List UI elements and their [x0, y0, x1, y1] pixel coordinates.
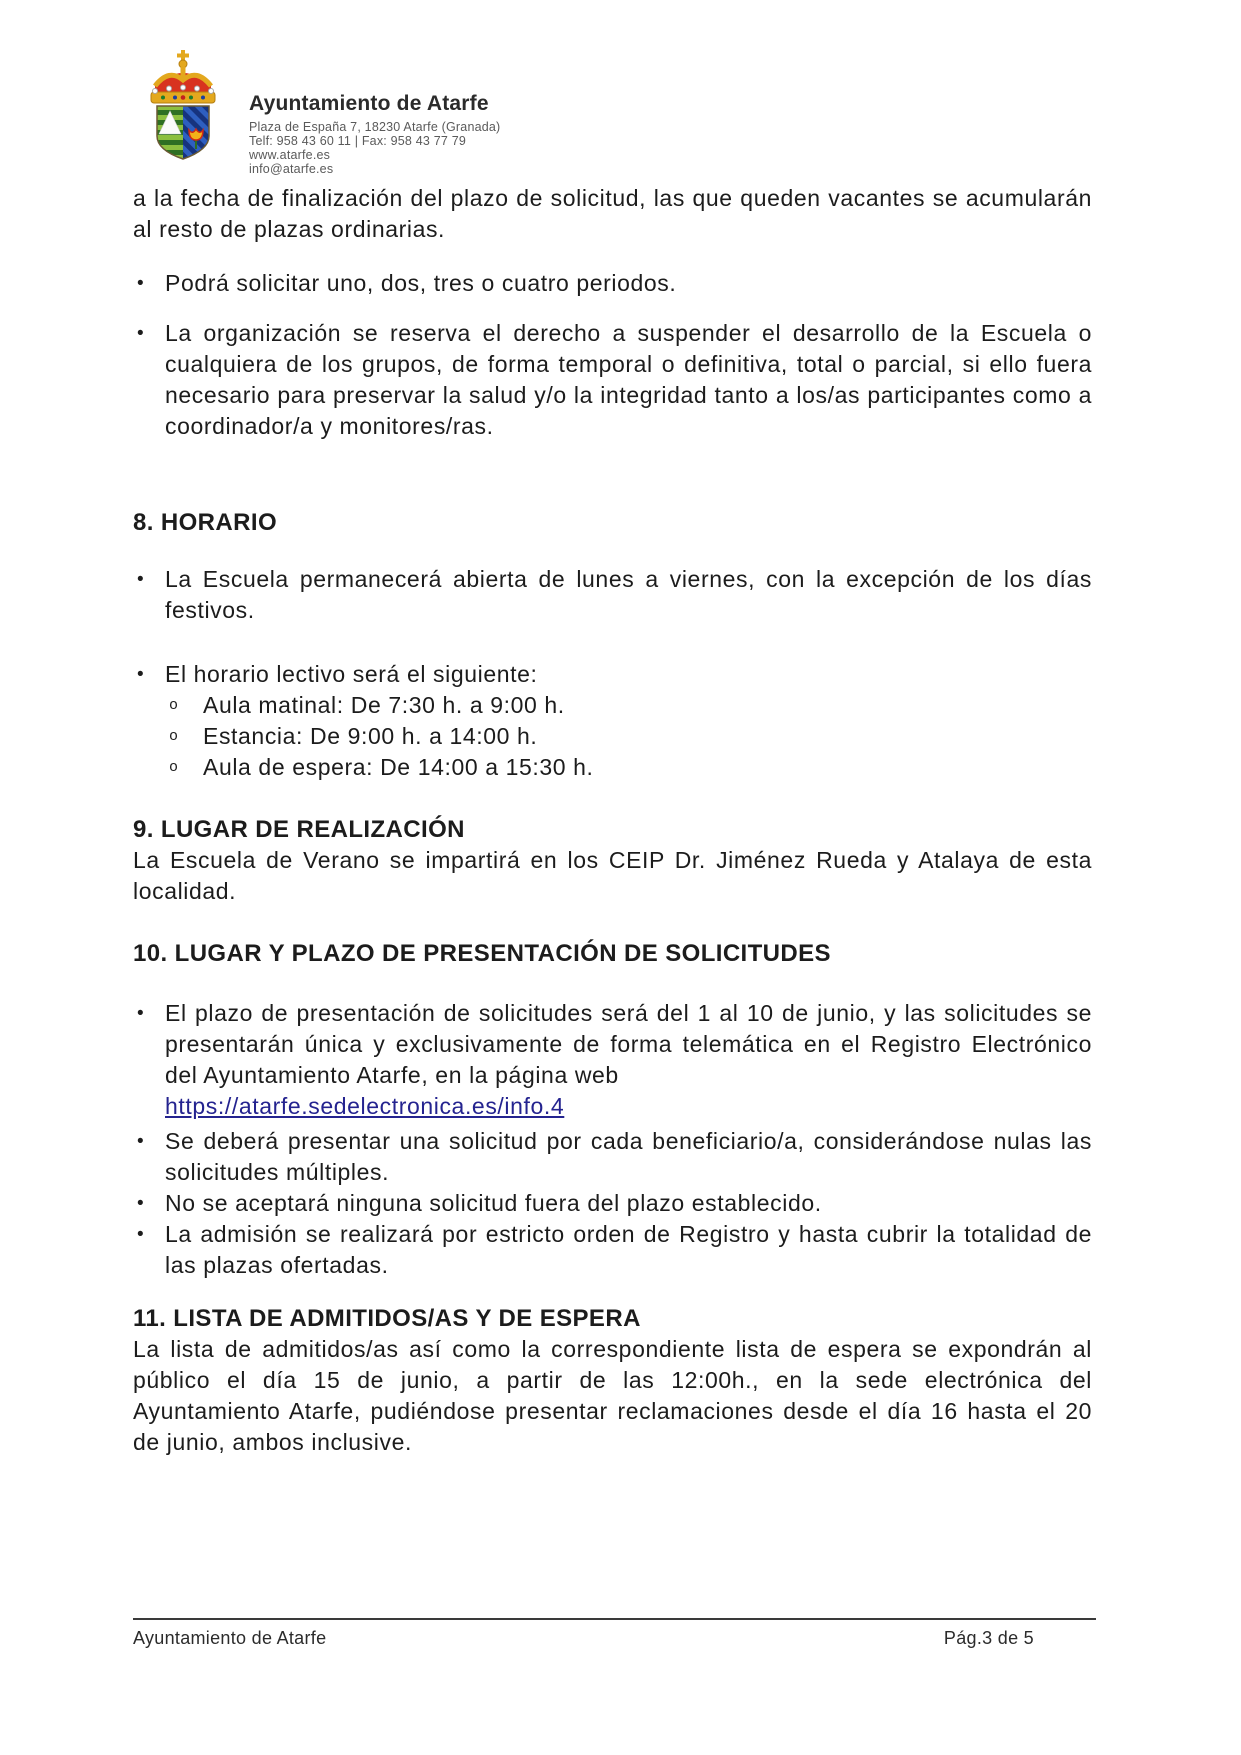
bullet-marker: • — [137, 273, 145, 294]
org-address: Plaza de España 7, 18230 Atarfe (Granada) — [249, 120, 501, 134]
footer-org-name: Ayuntamiento de Atarfe — [133, 1628, 327, 1648]
page-number: Pág.3 de 5 — [943, 1628, 1034, 1648]
bullet-item — [133, 318, 1092, 442]
bullet-marker: • — [137, 569, 145, 590]
sub-bullet-item — [163, 721, 1092, 752]
letterhead — [131, 50, 500, 176]
org-website: www.atarfe.es — [249, 148, 331, 162]
bullet-marker: • — [137, 1224, 145, 1245]
atarfe-coat-of-arms-icon — [131, 50, 235, 162]
bullet-item — [133, 268, 1092, 299]
deadline-text: El plazo de presentación de solicitudes será del 1 al 10 de junio, y las solicitudes se presentarán única y exclusivamente de forma telemática en el Registro Electrónico del Ayuntamiento Atarfe, en la página web — [165, 1000, 1092, 1088]
sub-bullet-item — [163, 752, 1092, 783]
schedule-item: Estancia: De 9:00 h. a 14:00 h. — [203, 723, 538, 749]
bullet-text: Se deberá presentar una solicitud por cada beneficiario/a, considerándose nulas las solicitudes múltiples. — [165, 1128, 1092, 1185]
org-name: Ayuntamiento de Atarfe — [249, 92, 489, 115]
bullet-marker: • — [137, 664, 145, 685]
letterhead-text — [249, 92, 500, 176]
footer-rule — [133, 1618, 1096, 1620]
section-8-heading: 8. HORARIO — [133, 509, 278, 536]
page-footer — [133, 1618, 1096, 1649]
bullet-item — [133, 1219, 1092, 1281]
section-9-heading: 9. LUGAR DE REALIZACIÓN — [133, 816, 465, 843]
bullet-text: La organización se reserva el derecho a suspender el desarrollo de la Escuela o cualquiera de los grupos, de forma temporal o definitiva, total o parcial, si ello fuera necesario para preservar la salud y/o la integridad tanto a los/as participantes como a coordinador/a y monitores/ras. — [165, 320, 1092, 439]
circle-bullet-marker: o — [169, 759, 179, 776]
bullet-item — [133, 1188, 1092, 1219]
circle-bullet-marker: o — [169, 697, 179, 714]
bullet-text: Podrá solicitar uno, dos, tres o cuatro periodos. — [165, 270, 677, 296]
section-9-paragraph: La Escuela de Verano se impartirá en los CEIP Dr. Jiménez Rueda y Atalaya de esta localidad. — [133, 847, 1092, 904]
circle-bullet-marker: o — [169, 728, 179, 745]
bullet-text — [165, 998, 1092, 1122]
section-11-paragraph: La lista de admitidos/as así como la correspondiente lista de espera se expondrán al público el día 15 de junio, a partir de las 12:00h., en la sede electrónica del Ayuntamiento Atarfe, pudiéndose presentar reclamaciones desde el día 16 hasta el 20 de junio, ambos inclusive. — [133, 1336, 1092, 1455]
bullet-marker: • — [137, 1003, 145, 1024]
paragraph-continuation: a la fecha de finalización del plazo de solicitud, las que queden vacantes se acumularán al resto de plazas ordinarias. — [133, 185, 1092, 242]
bullet-item — [133, 564, 1092, 626]
org-email: info@atarfe.es — [249, 162, 334, 176]
bullet-item — [133, 998, 1092, 1122]
section-11-heading: 11. LISTA DE ADMITIDOS/AS Y DE ESPERA — [133, 1305, 641, 1332]
schedule-item: Aula de espera: De 14:00 a 15:30 h. — [203, 754, 594, 780]
bullet-item — [133, 1126, 1092, 1188]
sedelectronica-link[interactable]: https://atarfe.sedelectronica.es/info.4 — [165, 1093, 565, 1119]
bullet-text: La admisión se realizará por estricto orden de Registro y hasta cubrir la totalidad de las plazas ofertadas. — [165, 1221, 1092, 1278]
bullet-marker: • — [137, 323, 145, 344]
bullet-text: El horario lectivo será el siguiente: — [165, 661, 538, 687]
bullet-text: No se aceptará ninguna solicitud fuera del plazo establecido. — [165, 1190, 822, 1216]
section-10-heading: 10. LUGAR Y PLAZO DE PRESENTACIÓN DE SOLICITUDES — [133, 940, 831, 967]
bullet-text: La Escuela permanecerá abierta de lunes a viernes, con la excepción de los días festivos. — [165, 566, 1092, 623]
sub-bullet-item — [163, 690, 1092, 721]
bullet-marker: • — [137, 1193, 145, 1214]
bullet-marker: • — [137, 1131, 145, 1152]
schedule-item: Aula matinal: De 7:30 h. a 9:00 h. — [203, 692, 565, 718]
document-body — [133, 183, 1092, 1458]
bullet-item — [133, 659, 1092, 690]
org-phone-fax: Telf: 958 43 60 11 | Fax: 958 43 77 79 — [249, 134, 467, 148]
